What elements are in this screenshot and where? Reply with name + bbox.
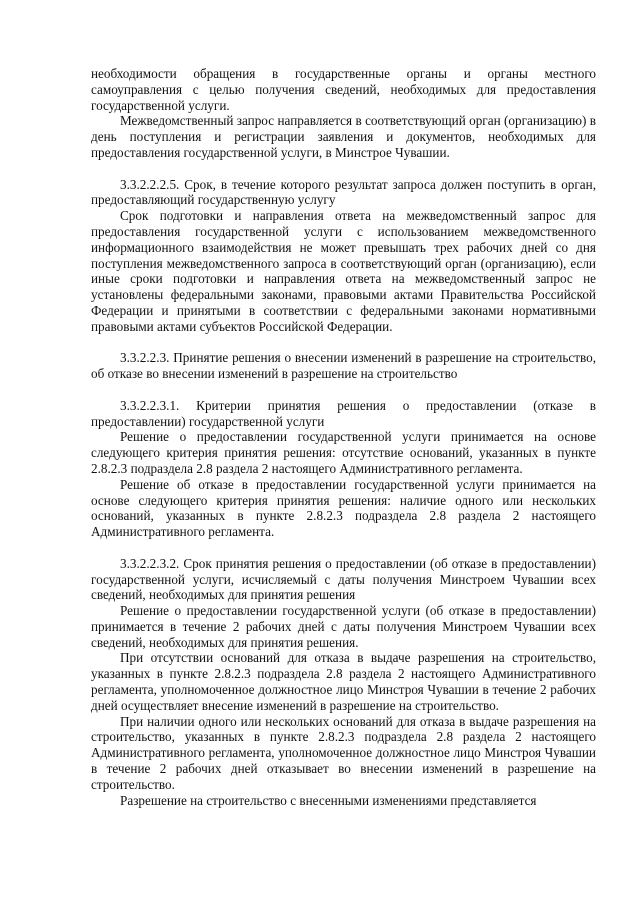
section-heading-3-3-2-2-2-5: 3.3.2.2.2.5. Срок, в течение которого результат запроса должен поступить в орган, предоставляющий государственную услугу xyxy=(91,176,596,208)
paragraph-interagency-request: Межведомственный запрос направляется в соответствующий орган (организацию) в день поступления и регистрации заявления и документов, необходимых для предоставления государственной услуги, в Минстрое Чувашии. xyxy=(91,113,596,160)
paragraph-response-deadline: Срок подготовки и направления ответа на межведомственный запрос для предоставления государственной услуги с использованием межведомственного информационного взаимодействия не может превышать трех рабочих дней со дня поступления межведомственного запроса в соответствующий орган (организацию), если иные сроки подготовки и направления ответа на межведомственный запрос не установлены федеральными законами, правовыми актами Правительства Российской Федерации и принятыми в соответствии с федеральными законами нормативными правовыми актами субъектов Российской Федерации. xyxy=(91,208,596,334)
paragraph-with-grounds: При наличии одного или нескольких оснований для отказа в выдаче разрешения на строительство, указанных в пункте 2.8.2.3 подраздела 2.8 раздела 2 настоящего Административного регламента, уполномоченное должностное лицо Минстроя Чувашии в течение 2 рабочих дней отказывает во внесении изменений в разрешение на строительство. xyxy=(91,713,596,792)
section-heading-3-3-2-2-3-2: 3.3.2.2.3.2. Срок принятия решения о предоставлении (об отказе в предоставлении) государственной услуги, исчисляемый с даты получения Минстроем Чувашии всех сведений, необходимых для принятия решения xyxy=(91,555,596,603)
document-body xyxy=(91,66,596,808)
paragraph-no-grounds: При отсутствии оснований для отказа в выдаче разрешения на строительство, указанных в пункте 2.8.2.3 подраздела 2.8 раздела 2 настоящего Административного регламента, уполномоченное должностное лицо Минстроя Чувашии в течение 2 рабочих дней осуществляет внесение изменений в разрешение на строительство. xyxy=(91,650,596,713)
paragraph-refusal-criterion: Решение об отказе в предоставлении государственной услуги принимается на основе следующего критерия принятия решения: наличие одного или нескольких оснований, указанных в пункте 2.8.2.3 подраздела 2.8 раздела 2 настоящего Административного регламента. xyxy=(91,476,596,540)
paragraph-continuation: необходимости обращения в государственные органы и органы местного самоуправления с целью получения сведений, необходимых для предоставления государственной услуги. xyxy=(91,66,596,113)
section-heading-3-3-2-2-3: 3.3.2.2.3. Принятие решения о внесении изменений в разрешение на строительство, об отказе во внесении изменений в разрешение на строительство xyxy=(91,350,596,382)
paragraph-permit-delivery: Разрешение на строительство с внесенными изменениями представляется xyxy=(120,792,537,808)
paragraph-grant-criterion: Решение о предоставлении государственной услуги принимается на основе следующего критерия принятия решения: отсутствие оснований, указанных в пункте 2.8.2.3 подраздела 2.8 раздела 2 настоящего Административного регламента. xyxy=(91,429,596,476)
section-heading-3-3-2-2-3-1: 3.3.2.2.3.1. Критерии принятия решения о предоставлении (отказе в предоставлении) государственной услуги xyxy=(91,397,596,429)
paragraph-decision-term: Решение о предоставлении государственной услуги (об отказе в предоставлении) принимается в течение 2 рабочих дней с даты получения Минстроем Чувашии всех сведений, необходимых для принятия решения. xyxy=(91,603,596,650)
